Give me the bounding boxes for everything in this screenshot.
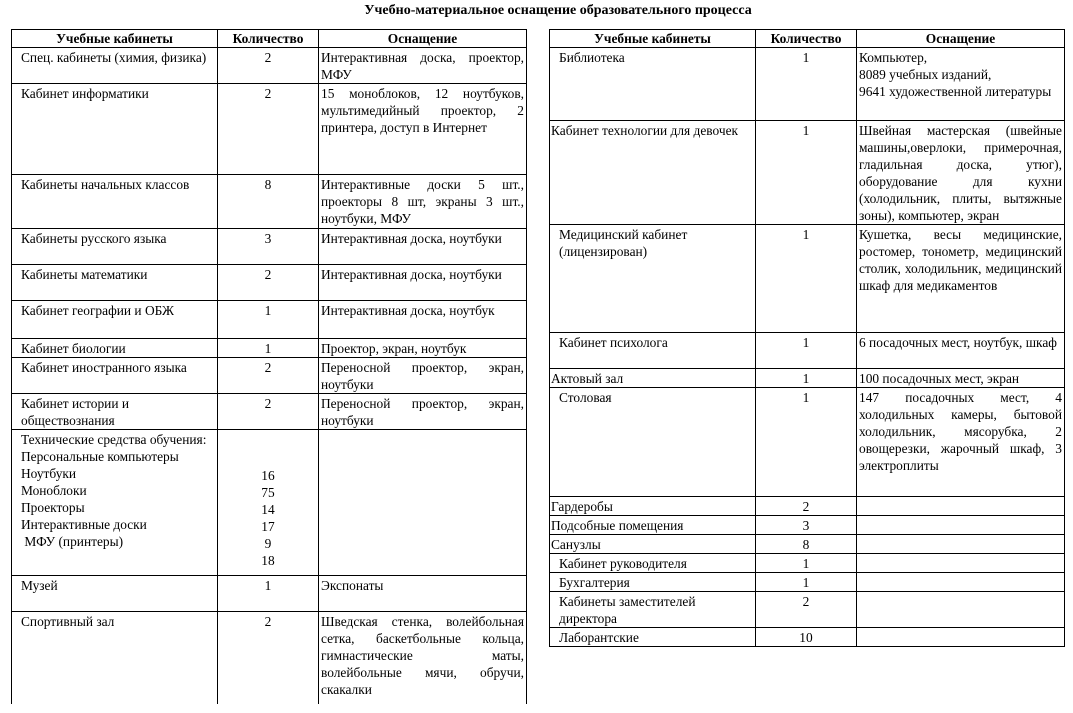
tech-item-name: Проекторы: [21, 500, 85, 515]
count-cell: 2: [756, 592, 857, 628]
count-cell: 2: [218, 84, 319, 175]
count-cell: 2: [218, 265, 319, 301]
count-cell: 2: [218, 48, 319, 84]
tech-counts-cell: [218, 430, 319, 576]
room-cell: Санузлы: [550, 535, 756, 554]
count-cell: 8: [218, 175, 319, 229]
count-cell: 1: [756, 554, 857, 573]
tech-item-count: 14: [261, 502, 275, 517]
tech-row: [12, 430, 527, 576]
equipment-cell: [857, 535, 1065, 554]
table-row: [12, 339, 527, 358]
room-cell: Столовая: [550, 388, 756, 497]
room-cell: Подсобные помещения: [550, 516, 756, 535]
tech-item-count: 17: [261, 519, 275, 534]
table-row: [550, 497, 1065, 516]
header-equipment: Оснащение: [857, 30, 1065, 48]
table-row: [12, 229, 527, 265]
table-row: [12, 84, 527, 175]
room-cell: Кабинет биологии: [12, 339, 218, 358]
equipment-cell: 100 посадочных мест, экран: [857, 369, 1065, 388]
room-cell: Кабинеты русского языка: [12, 229, 218, 265]
table-row: [12, 576, 527, 612]
tech-names-cell: [12, 430, 218, 576]
table-row: [550, 573, 1065, 592]
header-rooms: Учебные кабинеты: [550, 30, 756, 48]
equipment-cell: Экспонаты: [319, 576, 527, 612]
equipment-cell: [857, 628, 1065, 647]
table-row: [550, 333, 1065, 369]
count-cell: 10: [756, 628, 857, 647]
header-count: Количество: [218, 30, 319, 48]
table-row: [12, 265, 527, 301]
table-row: [12, 175, 527, 229]
count-cell: 1: [756, 333, 857, 369]
tech-item-name: Ноутбуки: [21, 466, 77, 481]
equipment-cell: Интерактивная доска, ноутбук: [319, 301, 527, 339]
equipment-table-left: [11, 29, 527, 704]
table-row: [550, 628, 1065, 647]
room-cell: Медицинский кабинет (лицензирован): [550, 225, 756, 333]
room-cell: Кабинет психолога: [550, 333, 756, 369]
count-cell: 1: [756, 573, 857, 592]
equipment-cell: 6 посадочных мест, ноутбук, шкаф: [857, 333, 1065, 369]
equipment-cell: Интерактивная доска, проектор, МФУ: [319, 48, 527, 84]
tech-item-count: 18: [261, 553, 275, 568]
tech-item-count: 9: [264, 536, 272, 551]
room-cell: Гардеробы: [550, 497, 756, 516]
room-cell: Лаборантские: [550, 628, 756, 647]
equipment-table-right: [549, 29, 1065, 647]
header-count: Количество: [756, 30, 857, 48]
count-cell: 3: [218, 229, 319, 265]
count-cell: 2: [218, 612, 319, 704]
room-cell: Библиотека: [550, 48, 756, 121]
header-rooms: Учебные кабинеты: [12, 30, 218, 48]
table-row: [550, 592, 1065, 628]
count-cell: 1: [756, 369, 857, 388]
table-row: [12, 394, 527, 430]
room-cell: Спортивный зал: [12, 612, 218, 704]
count-cell: 2: [218, 394, 319, 430]
equipment-cell: Интерактивная доска, ноутбуки: [319, 265, 527, 301]
equipment-cell: 147 посадочных мест, 4 холодильных камеры, бытовой холодильник, мясорубка, 2 овощерезки, жарочный шкаф, 3 электроплиты: [857, 388, 1065, 497]
room-cell: Бухгалтерия: [550, 573, 756, 592]
table-row: [12, 612, 527, 704]
room-cell: Музей: [12, 576, 218, 612]
tech-item-name: МФУ (принтеры): [21, 534, 124, 549]
header-equipment: Оснащение: [319, 30, 527, 48]
equipment-cell: [319, 430, 527, 576]
room-cell: Кабинет иностранного языка: [12, 358, 218, 394]
equipment-cell: Швейная мастерская (швейные машины,оверлоки, примерочная, гладильная доска, утюг), оборудование для кухни (холодильник, плиты, вытяжные зоны), компьютер, экран: [857, 121, 1065, 225]
count-cell: 1: [218, 301, 319, 339]
room-cell: Кабинеты математики: [12, 265, 218, 301]
equipment-cell: [857, 516, 1065, 535]
tech-item-name: Интерактивные доски: [21, 517, 147, 532]
table-row: [550, 535, 1065, 554]
equipment-cell: Кушетка, весы медицинские, ростомер, тонометр, медицинский столик, холодильник, медицинский шкаф для медикаментов: [857, 225, 1065, 333]
room-cell: Кабинет информатики: [12, 84, 218, 175]
tech-item-name: Моноблоки: [21, 483, 87, 498]
equipment-cell: 15 моноблоков, 12 ноутбуков, мультимедийный проектор, 2 принтера, доступ в Интернет: [319, 84, 527, 175]
count-cell: 1: [756, 388, 857, 497]
count-cell: 8: [756, 535, 857, 554]
count-cell: 1: [756, 225, 857, 333]
table-row: [550, 516, 1065, 535]
count-cell: 2: [218, 358, 319, 394]
equipment-cell: Шведская стенка, волейбольная сетка, баскетбольные кольца, гимнастические маты, волейбольные мячи, обручи, скакалки: [319, 612, 527, 704]
room-cell: Актовый зал: [550, 369, 756, 388]
equipment-cell: Интерактивные доски 5 шт., проекторы 8 шт, экраны 3 шт., ноутбуки, МФУ: [319, 175, 527, 229]
equipment-cell: [857, 592, 1065, 628]
equipment-cell: Переносной проектор, экран, ноутбуки: [319, 394, 527, 430]
table-row: [550, 369, 1065, 388]
tech-item-count: 16: [261, 468, 275, 483]
equipment-cell: [857, 573, 1065, 592]
equipment-cell: Компьютер, 8089 учебных изданий, 9641 художественной литературы: [857, 48, 1065, 121]
count-cell: 1: [218, 576, 319, 612]
room-cell: Кабинет географии и ОБЖ: [12, 301, 218, 339]
equipment-cell: [857, 497, 1065, 516]
equipment-cell: Проектор, экран, ноутбук: [319, 339, 527, 358]
room-cell: Кабинеты начальных классов: [12, 175, 218, 229]
room-cell: Кабинет истории и обществознания: [12, 394, 218, 430]
count-cell: 1: [218, 339, 319, 358]
table-row: [12, 358, 527, 394]
equipment-cell: Интерактивная доска, ноутбуки: [319, 229, 527, 265]
table-row: [550, 388, 1065, 497]
table-header-row: [550, 30, 1065, 48]
page-title: Учебно-материальное оснащение образовательного процесса: [364, 3, 752, 18]
table-header-row: [12, 30, 527, 48]
tech-heading: Технические средства обучения:: [21, 432, 207, 447]
count-cell: 3: [756, 516, 857, 535]
table-row: [550, 225, 1065, 333]
room-cell: Кабинет технологии для девочек: [550, 121, 756, 225]
tech-item-name: Персональные компьютеры: [21, 449, 179, 464]
table-row: [12, 48, 527, 84]
room-cell: Спец. кабинеты (химия, физика): [12, 48, 218, 84]
tech-item-count: 75: [261, 485, 275, 500]
count-cell: 1: [756, 121, 857, 225]
room-cell: Кабинет руководителя: [550, 554, 756, 573]
count-cell: 1: [756, 48, 857, 121]
equipment-cell: Переносной проектор, экран, ноутбуки: [319, 358, 527, 394]
table-row: [12, 301, 527, 339]
table-row: [550, 554, 1065, 573]
equipment-cell: [857, 554, 1065, 573]
table-row: [550, 48, 1065, 121]
room-cell: Кабинеты заместителей директора: [550, 592, 756, 628]
table-row: [550, 121, 1065, 225]
count-cell: 2: [756, 497, 857, 516]
